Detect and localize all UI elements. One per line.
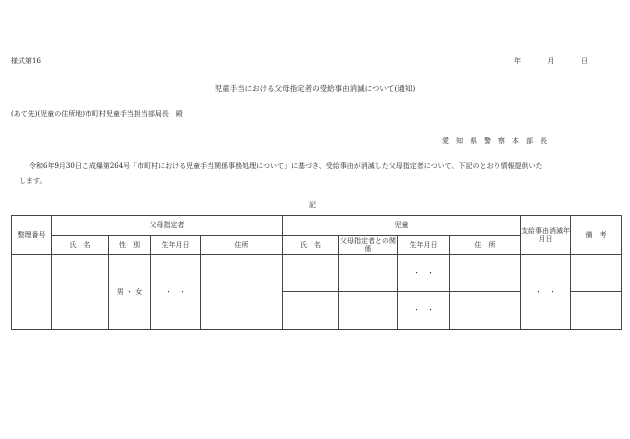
header-child-group: 児童 — [283, 216, 521, 236]
document-title: 児童手当における父母指定者の受給事由消滅について(通知) — [214, 84, 416, 93]
day-label: 日 — [580, 57, 588, 65]
header-child-name: 氏 名 — [283, 236, 339, 255]
cell-end-date[interactable]: ・ ・ — [521, 255, 571, 330]
cell-child1-relation[interactable] — [339, 255, 398, 292]
date-fields — [514, 56, 588, 66]
addressee: (あて先)(児童の住所地)市町村児童手当担当部局長 殿 — [11, 110, 183, 118]
form-number: 様式第16 — [11, 57, 41, 65]
sender: 愛 知 県 警 察 本 部 長 — [442, 137, 547, 145]
header-biko: 備 考 — [571, 216, 622, 255]
header-child-relation: 父母指定者との関 係 — [340, 236, 403, 253]
notice-table — [11, 215, 622, 330]
cell-child2-name[interactable] — [283, 292, 339, 330]
cell-child2-address[interactable] — [450, 292, 521, 330]
header-parent-name: 氏 名 — [52, 236, 109, 255]
header-child-dob: 生年月日 — [398, 236, 450, 255]
year-label: 年 — [514, 57, 521, 65]
cell-parent-dob[interactable]: ・ ・ — [151, 255, 201, 330]
header-parent-group: 父母指定者 — [52, 216, 283, 236]
cell-child1-dob[interactable]: ・ ・ — [398, 255, 450, 292]
cell-biko-1[interactable] — [571, 255, 622, 292]
cell-seiri[interactable] — [12, 255, 52, 330]
cell-parent-address[interactable] — [201, 255, 283, 330]
header-seiri-bango: 整理番号 — [12, 216, 52, 255]
cell-child2-relation[interactable] — [339, 292, 398, 330]
header-parent-sex: 性 別 — [109, 236, 151, 255]
cell-child1-name[interactable] — [283, 255, 339, 292]
cell-parent-name[interactable] — [52, 255, 109, 330]
cell-parent-sex[interactable]: 男 ・ 女 — [109, 255, 151, 330]
header-parent-address: 住所 — [201, 236, 283, 255]
header-child-address: 住 所 — [450, 236, 521, 255]
body-text-line2: します。 — [19, 177, 47, 185]
ki-heading: 記 — [309, 201, 316, 209]
body-text-line1: 令和6年9月30日こ成爆第264号「市町村における児童手当関係事務処理について」に基づき、受給事由が消滅した父母指定者について、下記のとおり情報提供いた — [29, 162, 543, 170]
month-label: 月 — [547, 57, 555, 65]
cell-biko-2[interactable] — [571, 292, 622, 330]
cell-child2-dob[interactable]: ・ ・ — [398, 292, 450, 330]
header-parent-dob: 生年月日 — [151, 236, 201, 255]
header-end-date: 支給事由消滅年月日 — [521, 216, 571, 255]
cell-child1-address[interactable] — [450, 255, 521, 292]
